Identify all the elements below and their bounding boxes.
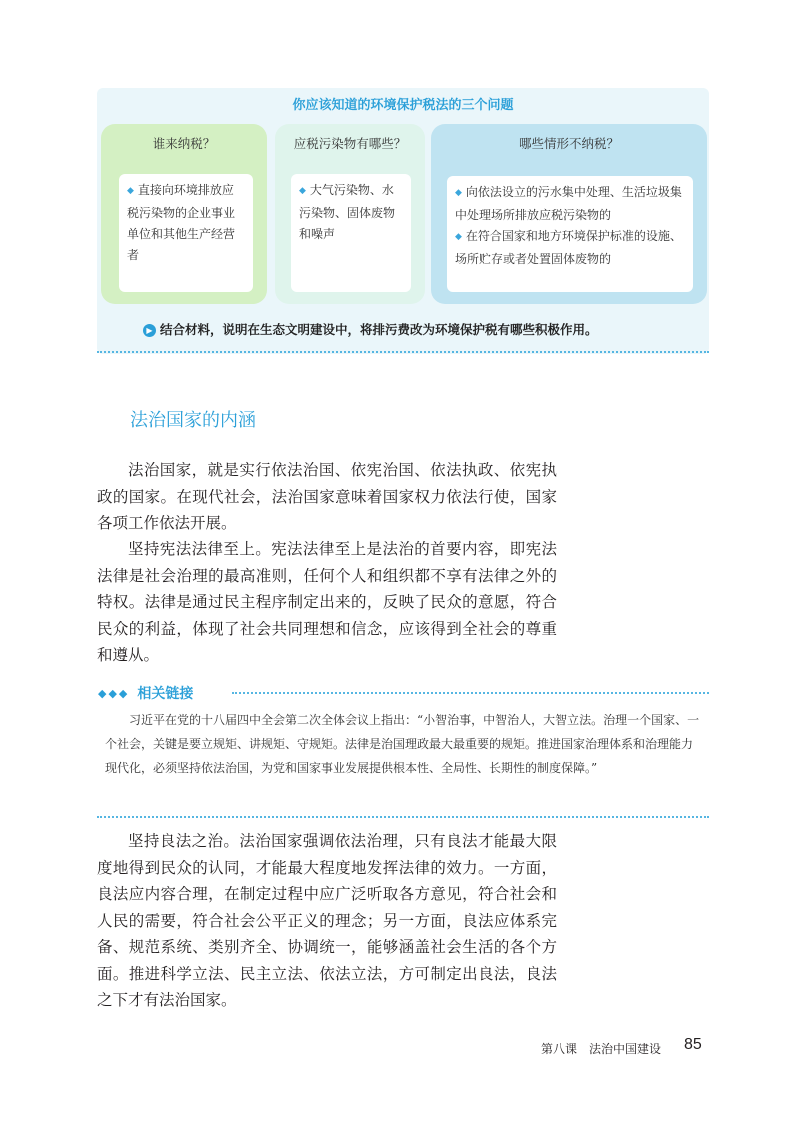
card-heading: 哪些情形不纳税？	[518, 136, 619, 151]
card-heading: 应税污染物有哪些？	[293, 136, 407, 151]
diamond-bullet-icon: ◆	[127, 186, 134, 196]
card-content	[119, 174, 253, 292]
info-box-title: 你应该知道的环境保护税法的三个问题	[292, 98, 514, 113]
divider	[232, 692, 709, 694]
diamond-bullet-icon: ◆	[455, 232, 462, 242]
card-item: 在符合国家和地方环境保护标准的设施、场所贮存或者处置固体废物的	[455, 229, 682, 266]
related-link-body: 习近平在党的十八届四中全会第二次全体会议上指出：“小智治事，中智治人，大智立法。治理一个国家、一个社会，关键是要立规矩、讲规矩、守规矩。法律是治国理政最大最重要的规矩。推进国家治理体系和治理能力现代化，必须坚持依法治国，为党和国家事业发展提供根本性、全局性、长期性的制度保障。”	[105, 713, 700, 775]
footer-chapter: 第八课 法治中国建设	[541, 1042, 662, 1056]
divider	[97, 351, 709, 353]
related-link-heading	[98, 683, 193, 703]
card-content	[447, 176, 693, 292]
card-item: 向依法设立的污水集中处理、生活垃圾集中处理场所排放应税污染物的	[455, 185, 682, 222]
section-title: 法治国家的内涵	[130, 410, 256, 431]
diamond-bullet-icon: ◆	[299, 186, 306, 196]
card-item: 直接向环境排放应税污染物的企业事业单位和其他生产经营者	[127, 183, 236, 262]
diamond-icon: ◆◆◆	[98, 687, 130, 700]
discussion-question	[143, 320, 598, 338]
page-number: 85	[684, 1036, 702, 1053]
card-content	[291, 174, 411, 292]
card-taxable-pollutants	[275, 124, 425, 304]
paragraph: 坚持宪法法律至上。宪法法律至上是法治的首要内容，即宪法法律是社会治理的最高准则，任何个人和组织都不享有法律之外的特权。法律是通过民主程序制定出来的，反映了民众的意愿，符合民众的利益，体现了社会共同理想和信念，应该得到全社会的尊重和遵从。	[97, 540, 557, 664]
arrow-right-icon: ▶	[143, 324, 156, 337]
info-box	[97, 88, 709, 354]
divider	[97, 816, 709, 818]
paragraph: 坚持良法之治。法治国家强调依法治理，只有良法才能最大限度地得到民众的认同，才能最大程度地发挥法律的效力。一方面，良法应内容合理，在制定过程中应广泛听取各方意见，符合社会和人民的需要，符合社会公平正义的理念；另一方面，良法应体系完备、规范系统、类别齐全、协调统一，能够涵盖社会生活的各个方面。推进科学立法、民主立法、依法立法，方可制定出良法，良法之下才有法治国家。	[97, 832, 557, 1009]
card-heading: 谁来纳税？	[152, 136, 216, 151]
card-exemptions	[431, 124, 707, 304]
card-who-pays	[101, 124, 267, 304]
paragraph: 法治国家，就是实行依法治国、依宪治国、依法执政、依宪执政的国家。在现代社会，法治国家意味着国家权力依法行使，国家各项工作依法开展。	[97, 461, 557, 532]
card-item-row	[455, 226, 685, 270]
card-item: 大气污染物、水污染物、固体废物和噪声	[299, 183, 396, 241]
card-item-row	[455, 182, 685, 226]
related-link-title: 相关链接	[137, 686, 194, 702]
diamond-bullet-icon: ◆	[455, 188, 462, 198]
question-text: 结合材料，说明在生态文明建设中，将排污费改为环境保护税有哪些积极作用。	[160, 322, 598, 337]
